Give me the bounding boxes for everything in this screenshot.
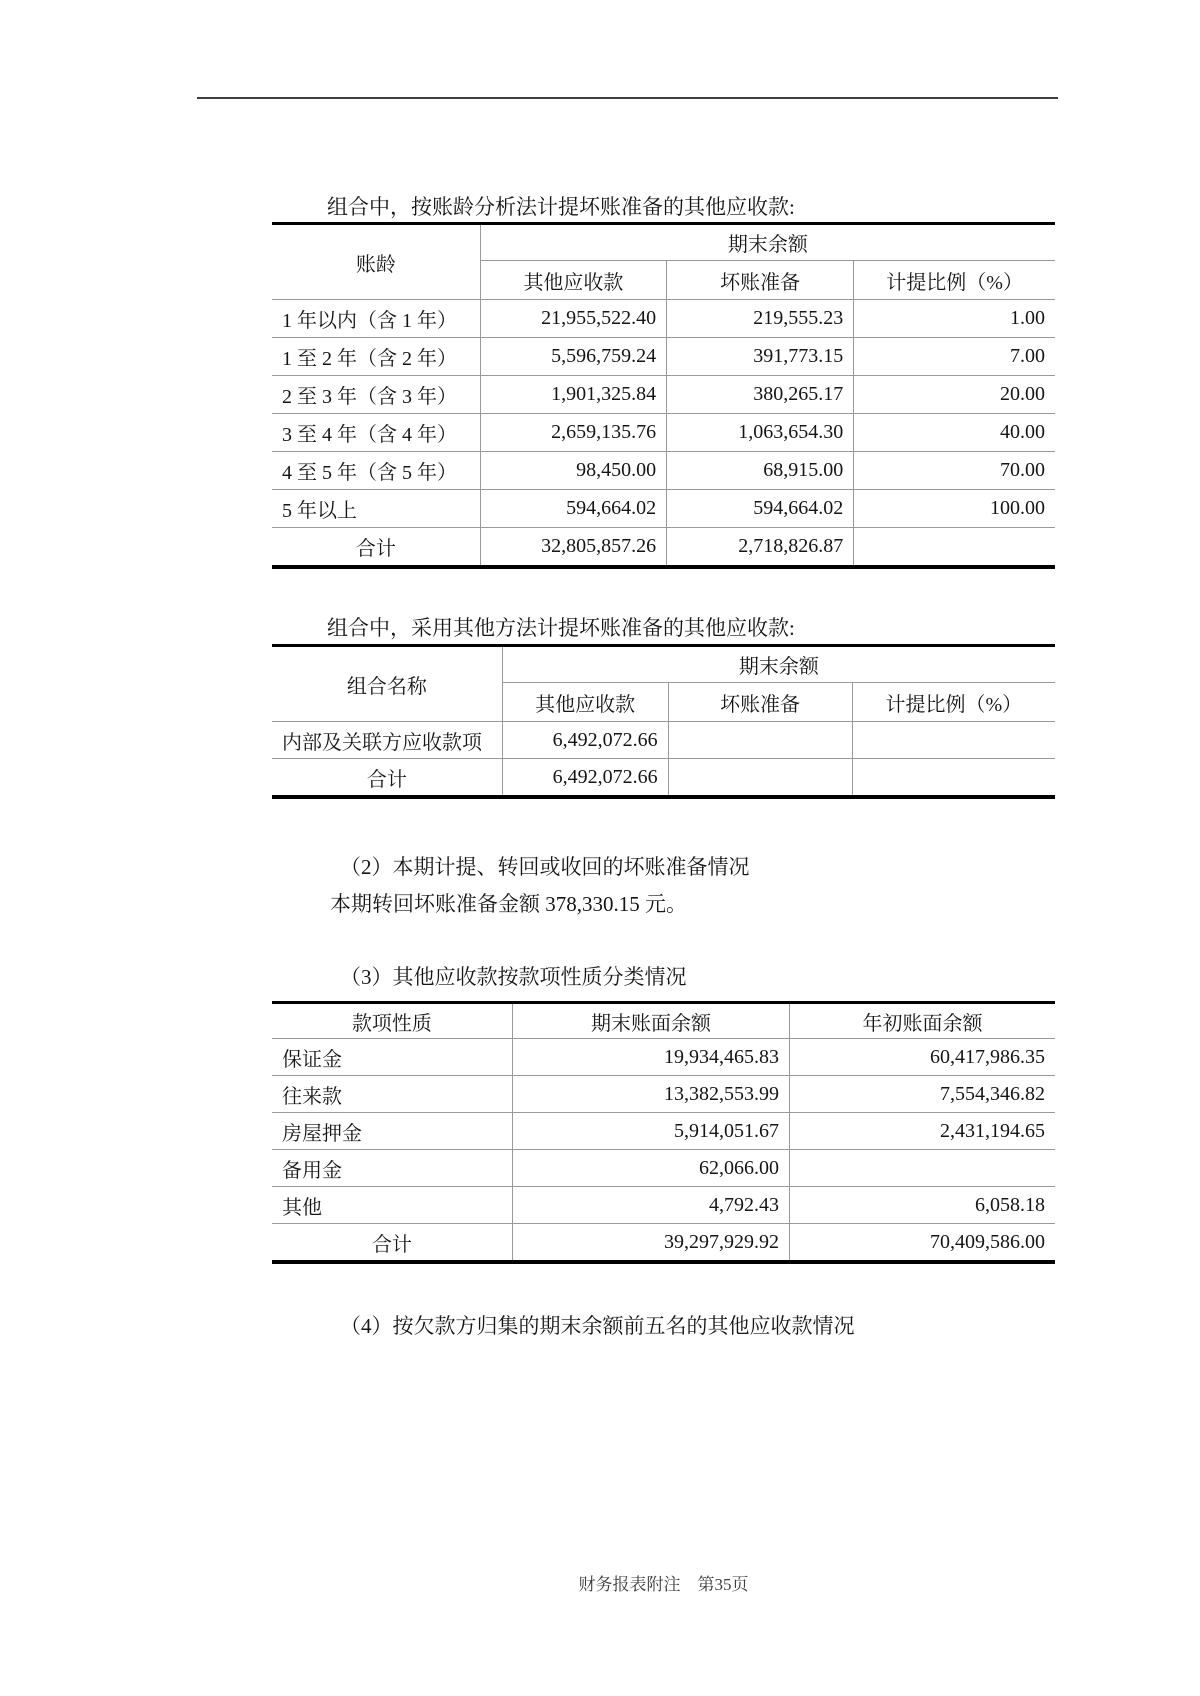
cell-total-ratio	[852, 759, 1055, 798]
heading-top-five-debtors: （4）按欠款方归集的期末余额前五名的其他应收款情况	[340, 1314, 855, 1338]
table-row	[272, 1076, 1055, 1113]
table-row	[272, 414, 1055, 452]
table-header-row	[272, 224, 1055, 261]
cell-ratio: 20.00	[854, 376, 1055, 414]
cell-aging: 2 至 3 年（含 3 年）	[272, 376, 480, 414]
cell-beginning-balance: 60,417,986.35	[790, 1039, 1055, 1076]
cell-ratio: 7.00	[854, 338, 1055, 376]
section1-title: 组合中，按账龄分析法计提坏账准备的其他应收款:	[327, 195, 795, 219]
cell-ratio	[852, 722, 1055, 759]
cell-nature: 保证金	[272, 1039, 512, 1076]
cell-total-ending-balance: 39,297,929.92	[512, 1224, 789, 1263]
cell-total-provision	[668, 759, 852, 798]
column-header-bad-debt-provision: 坏账准备	[668, 683, 852, 722]
cell-ending-balance: 5,914,051.67	[512, 1113, 789, 1150]
cell-beginning-balance: 2,431,194.65	[790, 1113, 1055, 1150]
table-header-row	[272, 1003, 1055, 1039]
cell-aging: 1 至 2 年（含 2 年）	[272, 338, 480, 376]
cell-total-label: 合计	[272, 528, 480, 568]
cell-provision: 391,773.15	[667, 338, 854, 376]
cell-receivable: 594,664.02	[480, 490, 666, 528]
cell-ending-balance: 19,934,465.83	[512, 1039, 789, 1076]
cell-total-provision: 2,718,826.87	[667, 528, 854, 568]
table-row	[272, 300, 1055, 338]
cell-total-ratio	[854, 528, 1055, 568]
cell-ratio: 70.00	[854, 452, 1055, 490]
cell-beginning-balance: 7,554,346.82	[790, 1076, 1055, 1113]
table-header-row	[272, 646, 1055, 683]
cell-total-receivable: 6,492,072.66	[502, 759, 668, 798]
other-method-table	[272, 644, 1055, 799]
cell-total-receivable: 32,805,857.26	[480, 528, 666, 568]
table-row	[272, 338, 1055, 376]
other-method-table-wrap	[272, 644, 1055, 799]
cell-aging: 1 年以内（含 1 年）	[272, 300, 480, 338]
table-row	[272, 722, 1055, 759]
cell-provision: 1,063,654.30	[667, 414, 854, 452]
cell-receivable: 1,901,325.84	[480, 376, 666, 414]
column-header-ending-balance-group: 期末余额	[502, 646, 1055, 683]
cell-nature: 其他	[272, 1187, 512, 1224]
cell-ratio: 40.00	[854, 414, 1055, 452]
cell-aging: 5 年以上	[272, 490, 480, 528]
cell-receivable: 21,955,522.40	[480, 300, 666, 338]
table-row	[272, 490, 1055, 528]
cell-beginning-balance: 6,058.18	[790, 1187, 1055, 1224]
column-header-provision-ratio: 计提比例（%）	[852, 683, 1055, 722]
column-header-portfolio-name: 组合名称	[272, 646, 502, 722]
cell-receivable: 98,450.00	[480, 452, 666, 490]
column-header-other-receivables: 其他应收款	[502, 683, 668, 722]
table-total-row	[272, 759, 1055, 798]
cell-aging: 3 至 4 年（含 4 年）	[272, 414, 480, 452]
page-footer: 财务报表附注 第35页	[578, 1575, 749, 1594]
table-row	[272, 1187, 1055, 1224]
table-row	[272, 1039, 1055, 1076]
cell-ending-balance: 13,382,553.99	[512, 1076, 789, 1113]
aging-analysis-table-wrap	[272, 222, 1055, 569]
table-total-row	[272, 528, 1055, 568]
text-provision-reversal-amount: 本期转回坏账准备金额 378,330.15 元。	[330, 892, 687, 916]
section2-title: 组合中，采用其他方法计提坏账准备的其他应收款:	[327, 616, 795, 640]
cell-receivable: 5,596,759.24	[480, 338, 666, 376]
cell-nature: 备用金	[272, 1150, 512, 1187]
cell-ending-balance: 62,066.00	[512, 1150, 789, 1187]
cell-receivable: 2,659,135.76	[480, 414, 666, 452]
aging-analysis-table	[272, 222, 1055, 569]
cell-total-label: 合计	[272, 1224, 512, 1263]
column-header-other-receivables: 其他应收款	[480, 261, 666, 300]
table-row	[272, 1113, 1055, 1150]
cell-ratio: 1.00	[854, 300, 1055, 338]
cell-provision: 219,555.23	[667, 300, 854, 338]
column-header-nature: 款项性质	[272, 1003, 512, 1039]
column-header-aging: 账龄	[272, 224, 480, 300]
heading-provision-movement: （2）本期计提、转回或收回的坏账准备情况	[340, 855, 750, 879]
column-header-bad-debt-provision: 坏账准备	[667, 261, 854, 300]
cell-provision: 380,265.17	[667, 376, 854, 414]
column-header-ending-balance-group: 期末余额	[480, 224, 1055, 261]
table-total-row	[272, 1224, 1055, 1263]
table-row	[272, 376, 1055, 414]
cell-ending-balance: 4,792.43	[512, 1187, 789, 1224]
cell-total-label: 合计	[272, 759, 502, 798]
cell-nature: 往来款	[272, 1076, 512, 1113]
table-row	[272, 452, 1055, 490]
cell-provision	[668, 722, 852, 759]
cell-beginning-balance	[790, 1150, 1055, 1187]
nature-classification-table	[272, 1001, 1055, 1264]
nature-classification-table-wrap	[272, 1001, 1055, 1264]
cell-receivable: 6,492,072.66	[502, 722, 668, 759]
heading-classification-by-nature: （3）其他应收款按款项性质分类情况	[340, 965, 687, 989]
cell-provision: 594,664.02	[667, 490, 854, 528]
cell-nature: 房屋押金	[272, 1113, 512, 1150]
cell-provision: 68,915.00	[667, 452, 854, 490]
cell-total-beginning-balance: 70,409,586.00	[790, 1224, 1055, 1263]
table-row	[272, 1150, 1055, 1187]
column-header-ending-book-balance: 期末账面余额	[512, 1003, 789, 1039]
cell-portfolio-name: 内部及关联方应收款项	[272, 722, 502, 759]
header-rule	[197, 97, 1058, 99]
column-header-provision-ratio: 计提比例（%）	[854, 261, 1055, 300]
column-header-beginning-book-balance: 年初账面余额	[790, 1003, 1055, 1039]
cell-ratio: 100.00	[854, 490, 1055, 528]
cell-aging: 4 至 5 年（含 5 年）	[272, 452, 480, 490]
